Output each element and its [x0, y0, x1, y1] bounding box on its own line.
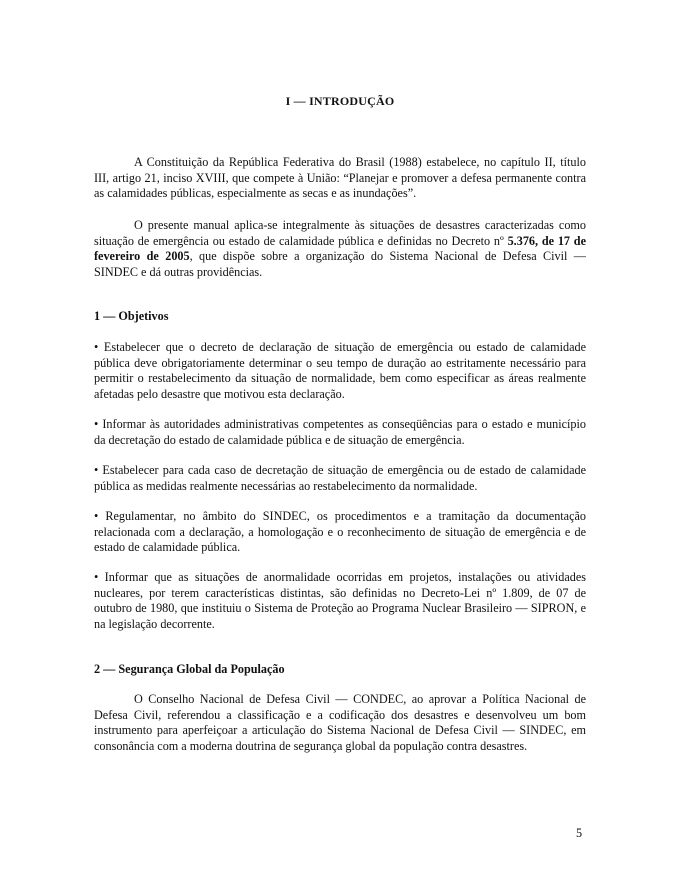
section-2-heading: 2 — Segurança Global da População: [94, 662, 285, 676]
page-number: 5: [576, 826, 583, 840]
intro-paragraph-2: [94, 218, 586, 280]
objective-bullet-1: • Estabelecer que o decreto de declaração de situação de emergência ou estado de calamidade pública deve obrigatoriamente determinar o seu tempo de duração ao estritamente necessário para permitir o restabelecimento da situação de normalidade, bem como especificar as áreas realmente afetadas pelo desastre que motivou esta declaração.: [94, 340, 586, 401]
section-1-heading: 1 — Objetivos: [94, 309, 169, 323]
intro-paragraph-1: A Constituição da República Federativa do Brasil (1988) estabelece, no capítulo II, título III, artigo 21, inciso XVIII, que compete à União: “Planejar e promover a defesa permanente contra as calamidades públicas, especialmente as secas e as inundações”.: [94, 155, 586, 201]
intro-paragraph-2-text-after: , que dispõe sobre a organização do Sistema Nacional de Defesa Civil — SINDEC e dá outras providências.: [94, 249, 586, 279]
objective-bullet-2: • Informar às autoridades administrativas competentes as conseqüências para o estado e município da decretação do estado de calamidade pública e de situação de emergência.: [94, 417, 586, 447]
objective-bullet-5: • Informar que as situações de anormalidade ocorridas em projetos, instalações ou atividades nucleares, por terem características distintas, são definidas no Decreto-Lei nº 1.809, de 07 de outubro de 1980, que instituiu o Sistema de Proteção ao Programa Nuclear Brasileiro — SIPRON, e na legislação decorrente.: [94, 570, 586, 631]
objective-bullet-3: • Estabelecer para cada caso de decretação de situação de emergência ou de estado de calamidade pública as medidas realmente necessárias ao restabelecimento da normalidade.: [94, 463, 586, 493]
decree-reference: 5.376, de 17 de fevereiro de 2005: [94, 233, 586, 264]
page-title: I — INTRODUÇÃO: [285, 94, 395, 108]
objective-bullet-4: • Regulamentar, no âmbito do SINDEC, os procedimentos e a tramitação da documentação relacionada com a declaração, a homologação e o reconhecimento de situação de emergência e de estado de calamidade pública.: [94, 509, 586, 555]
intro-paragraph-2-text-before: O presente manual aplica-se integralmente às situações de desastres caracterizadas como situação de emergência ou estado de calamidade pública e definidas no Decreto nº: [94, 218, 586, 248]
section-2-paragraph: O Conselho Nacional de Defesa Civil — CONDEC, ao aprovar a Política Nacional de Defesa Civil, referendou a classificação e a codificação dos desastres e desenvolveu um bom instrumento para aperfeiçoar a articulação do Sistema Nacional de Defesa Civil — SINDEC, em consonância com a moderna doutrina de segurança global da população contra desastres.: [94, 692, 586, 753]
